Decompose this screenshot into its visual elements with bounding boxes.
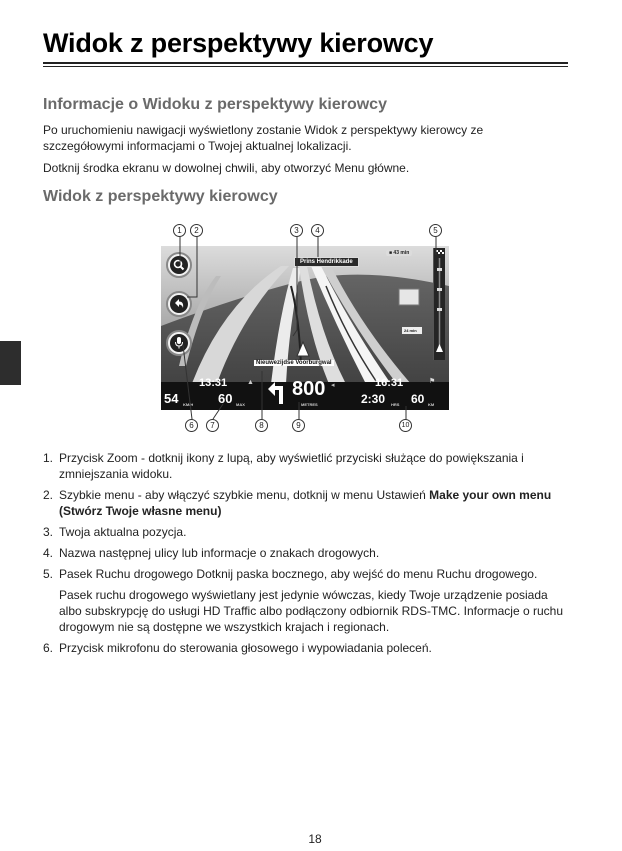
callout-4: 4: [311, 224, 324, 237]
list-item-text: Twoja aktualna pozycja.: [59, 525, 187, 539]
turn-left-icon: [265, 380, 287, 406]
zoom-button[interactable]: [166, 252, 192, 278]
title-underline: [43, 62, 568, 64]
section-heading: Informacje o Widoku z perspektywy kierowcy: [43, 96, 387, 113]
driving-view-screen: [161, 246, 449, 410]
callout-description-list: [43, 450, 573, 661]
speed-limit: 60: [218, 391, 233, 406]
list-item: [43, 524, 573, 540]
list-item: [43, 640, 573, 656]
traffic-bar-graphic: [434, 248, 445, 360]
callout-1: 1: [173, 224, 186, 237]
current-speed: 54: [164, 391, 179, 406]
callout-5: 5: [429, 224, 442, 237]
list-item: [43, 450, 573, 482]
arrival-time: 16:31: [375, 377, 404, 389]
callout-10: 10: [399, 419, 412, 432]
chapter-tab: [0, 341, 21, 385]
remaining-distance-unit: KM: [428, 402, 435, 407]
dropdown-arrow-icon: ▲: [247, 379, 254, 386]
microphone-button[interactable]: [166, 330, 192, 356]
list-item-number: 5.: [43, 567, 54, 581]
speaker-icon: ◂: [331, 382, 335, 389]
quick-menu-button[interactable]: [166, 291, 192, 317]
callout-7: 7: [206, 419, 219, 432]
current-speed-unit: KM/H: [183, 402, 194, 407]
callout-9: 9: [292, 419, 305, 432]
turn-distance: 800: [292, 378, 326, 400]
list-item-number: 3.: [43, 525, 54, 539]
finish-flag-small-icon: ⚑: [429, 378, 436, 385]
page-title: Widok z perspektywy kierowcy: [43, 28, 434, 58]
list-item-number: 6.: [43, 641, 54, 655]
intro-tip: Dotknij środka ekranu w dowolnej chwili, aby otworzyć Menu główne.: [43, 161, 410, 175]
list-item-text: Pasek Ruchu drogowego Dotknij paska bocznego, aby wejść do menu Ruchu drogowego.: [59, 567, 538, 581]
list-item-text: Szybkie menu - aby włączyć szybkie menu, dotknij w menu Ustawień: [59, 488, 430, 502]
list-item-note: Pasek ruchu drogowego wyświetlany jest jedynie wówczas, kiedy Twoje urządzenie posiada albo subskrypcję do usługi HD Traffic albo podłączony odbiornik RDS-TMC. Informacje o ruchu drogowym nie są dostępne we wszystkich krajach i regionach.: [59, 588, 564, 634]
turn-distance-unit: METRES: [301, 402, 318, 407]
figure-heading: Widok z perspektywy kierowcy: [43, 188, 278, 205]
traffic-bar[interactable]: [433, 248, 445, 360]
callout-3: 3: [290, 224, 303, 237]
list-item-bold-text: Make your own menu (Stwórz Twoje własne menu): [59, 488, 552, 518]
next-street-label: Prins Hendrikkade: [294, 257, 359, 267]
list-item: [43, 487, 573, 519]
search-icon: [168, 254, 190, 276]
finish-flag-icon: [436, 250, 444, 254]
traffic-delay: 43 min: [393, 250, 410, 256]
speed-limit-unit: MAX: [236, 402, 245, 407]
microphone-icon: [168, 332, 190, 354]
list-item-text: Przycisk mikrofonu do sterowania głosowego i wypowiadania poleceń.: [59, 641, 432, 655]
traffic-badge: 24 min: [401, 326, 423, 335]
intro-paragraph: Po uruchomieniu nawigacji wyświetlony zostanie Widok z perspektywy kierowcy ze szczegółowymi informacjami o Twojej aktualnej lokalizacji.: [43, 123, 484, 153]
title-underline-thin: [43, 66, 568, 67]
list-item-number: 2.: [43, 488, 54, 502]
list-item-text: Przycisk Zoom - dotknij ikony z lupą, aby wyświetlić przyciski służące do powiększania i zmniejszania widoku.: [59, 451, 524, 481]
remaining-time-unit: HRS: [391, 402, 400, 407]
menu-arrow-icon: [168, 293, 190, 315]
list-item: [43, 566, 573, 635]
traffic-delay-box: ■ 43 min: [386, 250, 412, 256]
callout-2: 2: [190, 224, 203, 237]
page-number: 18: [308, 832, 322, 846]
list-item-text: Nazwa następnej ulicy lub informacje o znakach drogowych.: [59, 546, 380, 560]
callout-8: 8: [255, 419, 268, 432]
current-time: 13:31: [199, 377, 228, 389]
list-item-number: 4.: [43, 546, 54, 560]
remaining-time: 2:30: [361, 392, 386, 406]
list-item: [43, 545, 573, 561]
list-item-number: 1.: [43, 451, 54, 465]
remaining-distance: 60: [411, 392, 425, 406]
current-street-label: Nieuwezijdse Voorburgwal: [256, 360, 332, 366]
callout-6: 6: [185, 419, 198, 432]
